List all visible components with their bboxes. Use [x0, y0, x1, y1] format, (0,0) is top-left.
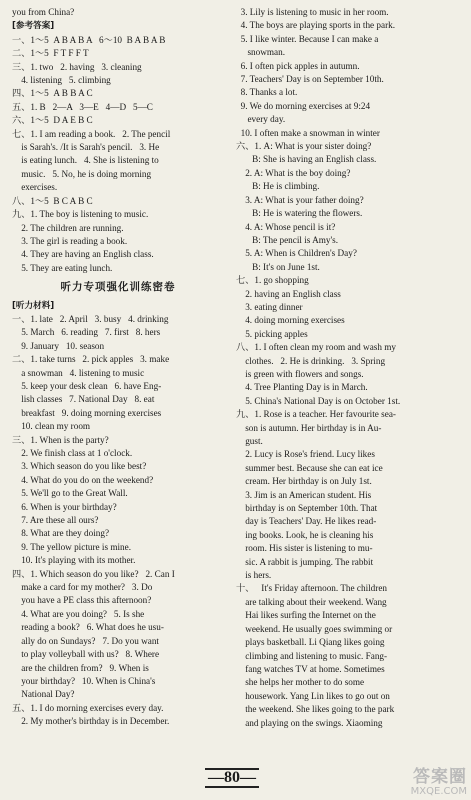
text-line: 3. A: What is your father doing?: [236, 194, 364, 205]
text-line: 5. A: When is Children's Day?: [236, 248, 357, 259]
text-line: 6. When is your birthday?: [12, 501, 117, 512]
text-line: 3. eating dinner: [236, 301, 303, 312]
text-line: 九、1. Rose is a teacher. Her favourite sea-: [236, 409, 396, 420]
text-line: 4. doing morning exercises: [236, 315, 345, 326]
text-line: you from China?: [12, 7, 75, 17]
text-line: ing books. Look, he is cleaning his: [236, 529, 374, 540]
text-line: 十、 It's Friday afternoon. The children: [236, 583, 388, 594]
text-line: [听力材料]: [12, 300, 55, 311]
text-line: and playing on the swings. Xiaoming: [236, 717, 383, 728]
text-line: is Sarah's. /It is Sarah's pencil. 3. He: [12, 142, 160, 153]
text-line: 4. A: Whose pencil is it?: [236, 221, 336, 232]
text-line: 5. We'll go to the Great Wall.: [12, 488, 128, 499]
text-line: 三、1. When is the party?: [12, 434, 109, 445]
left-column: [12, 6, 224, 729]
text-line: 10. I often make a snowman in winter: [236, 127, 380, 138]
text-line: National Day?: [12, 689, 75, 700]
text-line: [参考答案]: [12, 21, 55, 32]
text-line: 5. keep your desk clean 6. have Eng-: [12, 380, 162, 391]
text-line: 5. They are eating lunch.: [12, 262, 113, 273]
text-line: sic. A rabbit is jumping. The rabbit: [236, 556, 374, 567]
watermark: [410, 767, 467, 798]
text-line: housework. Yang Lin likes to go out on: [236, 690, 390, 701]
text-line: 2. The children are running.: [12, 222, 124, 233]
text-line: breakfast 9. doing morning exercises: [12, 407, 162, 418]
text-line: 五、1. I do morning exercises every day.: [12, 702, 164, 713]
text-line: B: He is watering the flowers.: [236, 208, 363, 219]
text-line: weekend. He usually goes swimming or: [236, 623, 393, 634]
text-line: room. His sister is listening to mu-: [236, 543, 373, 554]
text-line: 7. Are these all ours?: [12, 515, 99, 526]
text-line: 九、1. The boy is listening to music.: [12, 209, 149, 220]
text-line: 七、1. go shopping: [236, 275, 309, 286]
text-line: 9. We do morning exercises at 9:24: [236, 100, 371, 111]
watermark-url: MXQE.COM: [410, 785, 467, 797]
text-line: ally do on Sundays? 7. Do you want: [12, 635, 159, 646]
text-line: 10. clean my room: [12, 421, 91, 432]
text-line: B: The pencil is Amy's.: [236, 234, 339, 245]
text-line: son is autumn. Her birthday is in Au-: [236, 422, 382, 433]
text-line: 8. Thanks a lot.: [236, 87, 298, 98]
text-line: the weekend. She likes going to the park: [236, 704, 395, 715]
text-line: Hai likes surfing the Internet on the: [236, 610, 376, 621]
text-line: a snowman 4. listening to music: [12, 367, 145, 378]
text-line: music. 5. No, he is doing morning: [12, 168, 152, 179]
text-line: 5. I like winter. Because I can make a: [236, 33, 379, 44]
text-line: is hers.: [236, 570, 272, 581]
text-line: are the children from? 9. When is: [12, 662, 149, 673]
text-line: 3. The girl is reading a book.: [12, 235, 128, 246]
text-line: plays basketball. Li Qiang likes going: [236, 637, 385, 648]
text-line: 5. China's National Day is on October 1st.: [236, 395, 401, 406]
text-line: are talking about their weekend. Wang: [236, 596, 387, 607]
text-line: 3. Which season do you like best?: [12, 461, 147, 472]
text-line: 2. We finish class at 1 o'clock.: [12, 448, 133, 458]
text-line: birthday is on September 10th. That: [236, 503, 378, 514]
text-line: you have a PE class this afternoon?: [12, 595, 152, 606]
section-title: 听力专项强化训练密卷: [60, 281, 176, 294]
text-line: snowman.: [236, 47, 285, 58]
text-line: B: She is having an English class.: [236, 154, 377, 165]
text-line: 6. I often pick apples in autumn.: [236, 60, 360, 71]
text-line: lish classes 7. National Day 8. eat: [12, 394, 155, 405]
text-line: 2. My mother's birthday is in December.: [12, 716, 170, 727]
text-line: 一、1～5 A B A B A 6～10 B A B A B: [12, 34, 166, 45]
text-line: 二、1～5 F T F F T: [12, 48, 89, 59]
right-column: [236, 6, 462, 730]
text-line: 4. What do you do on the weekend?: [12, 474, 154, 485]
text-line: 10. It's playing with its mother.: [12, 555, 136, 566]
watermark-logo: 答案圈: [413, 767, 467, 788]
text-line: gust.: [236, 436, 263, 446]
text-line: 2. having an English class: [236, 288, 341, 299]
text-line: 2. A: What is the boy doing?: [236, 167, 351, 178]
text-line: 五、1. B 2―A 3―E 4―D 5―C: [12, 101, 153, 112]
text-line: 5. March 6. reading 7. first 8. hers: [12, 327, 161, 338]
text-line: 4. They are having an English class.: [12, 249, 154, 260]
text-line: day is Teachers' Day. He likes read-: [236, 516, 377, 527]
text-line: 八、1. I often clean my room and wash my: [236, 342, 396, 353]
text-line: your birthday? 10. When is China's: [12, 675, 156, 686]
text-line: summer best. Because she can eat ice: [236, 462, 383, 473]
text-line: 4. listening 5. climbing: [12, 75, 111, 86]
text-line: 5. picking apples: [236, 328, 308, 339]
text-line: 一、1. late 2. April 3. busy 4. drinking: [12, 313, 169, 324]
text-line: cream. Her birthday is on July 1st.: [236, 476, 372, 487]
text-line: 四、1. Which season do you like? 2. Can I: [12, 568, 175, 579]
text-line: exercises.: [12, 182, 58, 193]
text-line: 4. The boys are playing sports in the park.: [236, 20, 396, 31]
text-line: 二、1. take turns 2. pick apples 3. make: [12, 354, 170, 365]
text-line: 三、1. two 2. having 3. cleaning: [12, 61, 142, 72]
text-line: 9. The yellow picture is mine.: [12, 541, 131, 552]
text-line: 3. Lily is listening to music in her room.: [236, 7, 389, 17]
text-line: 8. What are they doing?: [12, 528, 110, 539]
text-line: 八、1～5 B C A B C: [12, 195, 93, 206]
text-line: B: It's on June 1st.: [236, 261, 320, 272]
text-line: 七、1. I am reading a book. 2. The pencil: [12, 128, 171, 139]
text-line: make a card for my mother? 3. Do: [12, 582, 153, 593]
text-line: 9. January 10. season: [12, 340, 105, 351]
text-line: 2. Lucy is Rose's friend. Lucy likes: [236, 449, 375, 460]
text-line: 3. Jim is an American student. His: [236, 489, 372, 500]
text-line: climbing and listening to music. Fang-: [236, 650, 388, 661]
text-line: 六、1. A: What is your sister doing?: [236, 141, 372, 152]
text-line: she helps her mother to do some: [236, 677, 365, 688]
text-line: is eating lunch. 4. She is listening to: [12, 155, 159, 166]
text-line: fang watches TV at home. Sometimes: [236, 663, 385, 674]
text-line: B: He is climbing.: [236, 181, 320, 192]
text-line: 4. Tree Planting Day is in March.: [236, 382, 368, 393]
text-line: to play volleyball with us? 8. Where: [12, 649, 160, 660]
text-line: clothes. 2. He is drinking. 3. Spring: [236, 355, 386, 366]
text-line: reading a book? 6. What does he usu-: [12, 622, 164, 633]
text-line: is green with flowers and songs.: [236, 368, 364, 379]
text-line: 四、1～5 A B B A C: [12, 88, 93, 99]
text-line: 7. Teachers' Day is on September 10th.: [236, 74, 384, 85]
page-number: —80—: [205, 768, 259, 788]
text-line: 4. What are you doing? 5. Is she: [12, 608, 145, 619]
text-line: every day.: [236, 114, 286, 125]
text-line: 六、1～5 D A E B C: [12, 115, 93, 126]
